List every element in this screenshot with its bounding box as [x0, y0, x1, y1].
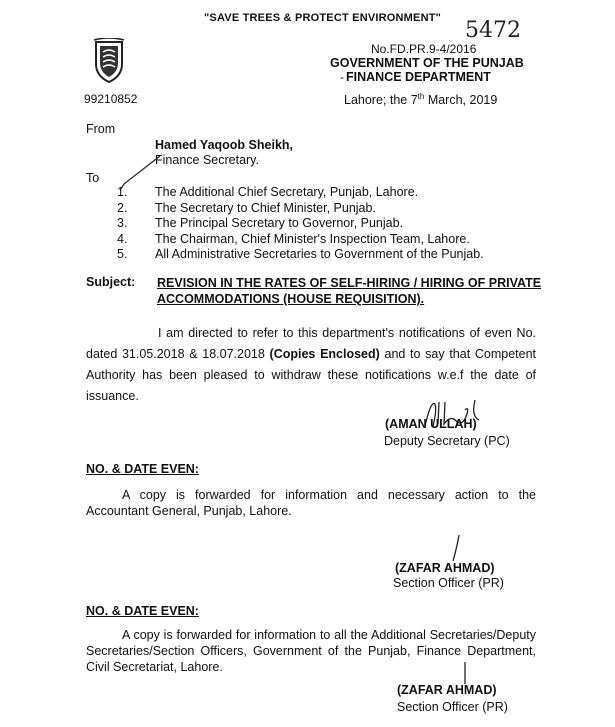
sender-name: Hamed Yaqoob Sheikh, [155, 138, 294, 152]
phone-number: 99210852 [84, 92, 138, 106]
reference-number: No.FD.PR.9-4/2016 [371, 42, 477, 56]
recipient-item [117, 216, 484, 232]
signatory-name: (ZAFAR AHMAD) [395, 561, 495, 575]
to-label: To [86, 171, 100, 185]
date-prefix: Lahore; the 7 [344, 93, 418, 108]
signatory-title: Deputy Secretary (PC) [384, 434, 510, 448]
signatory-title: Section Officer (PR) [393, 576, 504, 590]
recipient-list [117, 185, 484, 263]
government-title: GOVERNMENT OF THE PUNJAB [330, 56, 524, 70]
signature-initial [445, 533, 465, 563]
from-label: From [86, 122, 116, 136]
recipient-item [117, 232, 484, 248]
endorsement-heading: NO. & DATE EVEN: [86, 462, 199, 476]
endorsement-text: A copy is forwarded for information and necessary action to the Accountant General, Punjab, Lahore. [86, 488, 536, 518]
recipient-number: 1. [117, 185, 128, 199]
body-text-part1: I am directed to refer to this department's notifications of even No. dated 31.05.2018 & 18.07.2018 [86, 326, 536, 361]
recipient-text: The Secretary to Chief Minister, Punjab. [155, 200, 376, 215]
subject-label: Subject: [86, 275, 136, 289]
endorsement-text: A copy is forwarded for information to all the Additional Secretaries/Deputy Secretaries/Section Officers, Government of the Punjab, Finance Department, Civil Secretariat, Lahore. [86, 628, 536, 674]
body-paragraph [86, 323, 536, 407]
date-suffix: March, 2019 [424, 93, 498, 108]
header-tagline: "SAVE TREES & PROTECT ENVIRONMENT" [204, 12, 442, 24]
recipient-item [117, 201, 484, 217]
signatory-name: (ZAFAR AHMAD) [397, 683, 497, 697]
body-emphasis: (Copies Enclosed) [269, 347, 380, 361]
sender-title: Finance Secretary. [155, 153, 259, 167]
department-mark: - [340, 70, 344, 84]
handwritten-diary-number: 5472 [465, 18, 521, 43]
recipient-number: 5. [117, 247, 128, 261]
recipient-number: 3. [117, 216, 128, 230]
date-superscript: th [417, 92, 425, 101]
letter-date [344, 92, 497, 107]
recipient-text: All Administrative Secretaries to Government of the Punjab. [155, 247, 484, 261]
recipient-number: 2. [117, 200, 128, 215]
recipient-text: The Principal Secretary to Governor, Punjab. [155, 216, 404, 230]
punjab-emblem-icon [90, 38, 128, 86]
subject-text: REVISION IN THE RATES OF SELF-HIRING / HIRING OF PRIVATE ACCOMMODATIONS (HOUSE REQUISITION). [157, 276, 542, 306]
signatory-title: Section Officer (PR) [397, 700, 508, 714]
signatory-name: (AMAN ULLAH) [385, 417, 477, 431]
recipient-number: 4. [117, 231, 128, 246]
recipient-item [117, 247, 484, 263]
endorsement-heading: NO. & DATE EVEN: [86, 604, 199, 618]
recipient-item [117, 185, 484, 201]
recipient-text: The Chairman, Chief Minister's Inspection Team, Lahore. [155, 231, 470, 246]
department-title: FINANCE DEPARTMENT [346, 70, 491, 84]
body-text-part2: and to say that Competent Authority has been pleased to withdraw these notifications w.e.f the date of issuance. [86, 347, 537, 403]
recipient-text: The Additional Chief Secretary, Punjab, Lahore. [155, 185, 419, 199]
